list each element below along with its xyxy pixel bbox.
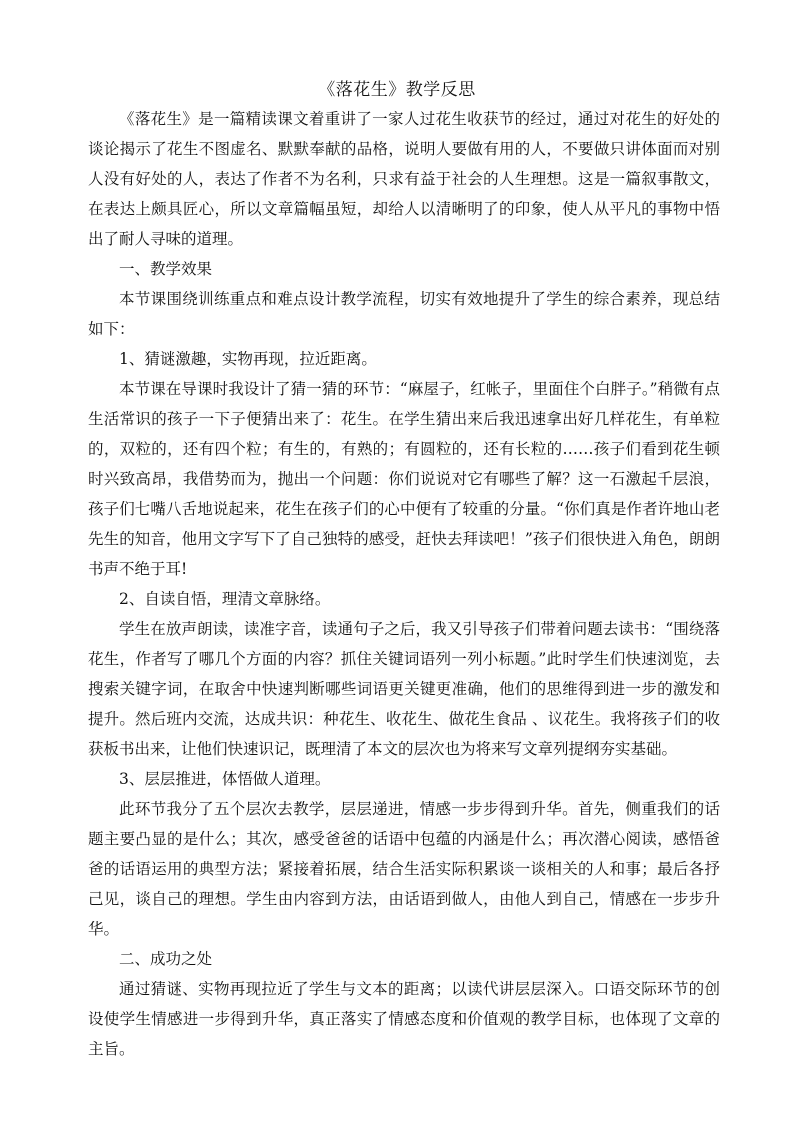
document-body [88,104,720,1064]
section-heading-teaching-effect: 一、教学效果 [119,260,213,278]
riddle-paragraph: 本节课在导课时我设计了猜一猜的环节：“麻屋子，红帐子，里面住个白胖子。”稍微有点生活常识的孩子一下子便猜出来了：花生。在学生猜出来后我迅速拿出好几样花生，有单粒的，双粒的，还有四个粒；有生的，有熟的；有圆粒的，还有长粒的……孩子们看到花生顿时兴致高昂，我借势而为，抛出一个问题：你们说说对它有哪些了解？这一石激起千层浪，孩子们七嘴八舌地说起来，花生在孩子们的心中便有了较重的分量。“你们真是作者许地山老先生的知音，他用文字写下了自己独特的感受，赶快去拜读吧！”孩子们很快进入角色，朗朗书声不绝于耳! [88,380,720,578]
section-heading-success: 二、成功之处 [119,950,213,968]
intro-paragraph: 《落花生》是一篇精读课文着重讲了一家人过花生收获节的经过，通过对花生的好处的谈论揭示了花生不图虚名、默默奉献的品格，说明人要做有用的人，不要做只讲体面而对别人没有好处的人，表达了作者不为名利，只求有益于社会的人生理想。这是一篇叙事散文，在表达上颇具匠心，所以文章篇幅虽短，却给人以清晰明了的印象，使人从平凡的事物中悟出了耐人寻味的道理。 [88,110,720,248]
self-reading-paragraph: 学生在放声朗读，读准字音，读通句子之后，我又引导孩子们带着问题去读书：“围绕落花生，作者写了哪几个方面的内容？抓住关键词语列一列小标题。”此时学生们快速浏览，去搜索关键字词，在取舍中快速判断哪些词语更关键更准确，他们的思维得到进一步的激发和提升。然后班内交流，达成共识：种花生、收花生、做花生食品 、议花生。我将孩子们的收获板书出来，让他们快速识记，既理清了本文的层次也为将来写文章列提纲夯实基础。 [88,620,720,758]
subheading-self-reading: 2、自读自悟，理清文章脉络。 [119,590,331,608]
subheading-riddle: 1、猜谜激趣，实物再现，拉近距离。 [119,350,377,368]
success-paragraph: 通过猜谜、实物再现拉近了学生与文本的距离；以读代讲层层深入。口语交际环节的创设使学生情感进一步得到升华，真正落实了情感态度和价值观的教学目标，也体现了文章的主旨。 [88,980,720,1058]
subheading-step-by-step: 3、层层推进，体悟做人道理。 [119,770,331,788]
step-by-step-paragraph: 此环节我分了五个层次去教学，层层递进，情感一步步得到升华。首先，侧重我们的话题主要凸显的是什么；其次，感受爸爸的话语中包蕴的内涵是什么；再次潜心阅读，感悟爸爸的话语运用的典型方法；紧接着拓展，结合生活实际积累谈一谈相关的人和事；最后各抒己见，谈自己的理想。学生由内容到方法，由话语到做人，由他人到自己，情感在一步步升华。 [88,800,720,938]
teaching-effect-summary: 本节课围绕训练重点和难点设计教学流程，切实有效地提升了学生的综合素养，现总结如下： [88,290,720,338]
document-title: 《落花生》教学反思 [318,80,476,100]
